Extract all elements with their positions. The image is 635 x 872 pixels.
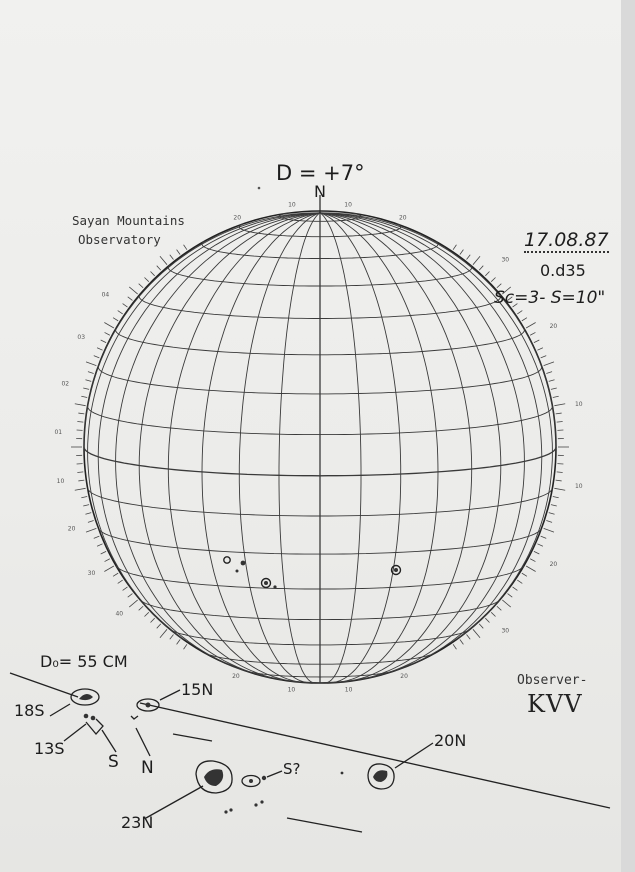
limb-tick bbox=[551, 505, 557, 506]
limb-scale-label-left: 20 bbox=[67, 525, 76, 533]
leader-line bbox=[146, 786, 203, 818]
limb-tick bbox=[118, 311, 123, 314]
longitude-line bbox=[320, 213, 552, 640]
limb-tick bbox=[78, 413, 84, 414]
limb-tick bbox=[479, 266, 483, 270]
guide-line bbox=[173, 734, 212, 741]
spot-13s bbox=[84, 714, 89, 719]
umbra-20n bbox=[373, 770, 387, 782]
limb-tick bbox=[517, 580, 522, 583]
grid-scale-label-top: 20 bbox=[233, 214, 242, 222]
sunspot bbox=[241, 561, 246, 566]
limb-tick bbox=[105, 332, 110, 335]
limb-tick bbox=[473, 256, 480, 264]
limb-tick bbox=[157, 624, 161, 628]
limb-tick bbox=[86, 362, 96, 366]
sunspot bbox=[264, 581, 268, 585]
limb-tick bbox=[128, 594, 133, 598]
limb-tick bbox=[77, 421, 83, 422]
limb-tick bbox=[526, 323, 536, 329]
observation-time: 0.d35 bbox=[540, 261, 586, 280]
limb-tick bbox=[128, 297, 133, 301]
leader-line bbox=[267, 771, 282, 777]
limb-scale-label-right: 30 bbox=[501, 256, 510, 264]
limb-tick bbox=[75, 404, 86, 406]
limb-tick bbox=[105, 559, 110, 562]
leader-line bbox=[64, 724, 86, 741]
limb-tick bbox=[467, 635, 471, 640]
sunspot bbox=[273, 585, 276, 588]
limb-scale-label-left: 01 bbox=[54, 428, 63, 436]
limb-tick bbox=[123, 587, 128, 591]
longitude-line bbox=[320, 213, 438, 682]
limb-scale-label-left: 30 bbox=[87, 570, 96, 578]
limb-tick bbox=[83, 388, 89, 389]
leader-line bbox=[160, 690, 180, 700]
limb-tick bbox=[546, 372, 552, 374]
limb-tick bbox=[557, 472, 563, 473]
leader-line bbox=[102, 730, 116, 752]
limb-tick bbox=[104, 323, 114, 329]
limb-tick bbox=[453, 644, 456, 649]
limb-tick bbox=[554, 404, 565, 406]
limb-tick bbox=[513, 587, 518, 591]
limb-scale-label-left: 03 bbox=[77, 334, 86, 342]
limb-scale-label-left: 02 bbox=[61, 380, 70, 388]
limb-tick bbox=[485, 618, 489, 622]
leader-line bbox=[136, 728, 150, 756]
limb-scale-label-right: 20 bbox=[549, 323, 558, 331]
limb-tick bbox=[170, 635, 174, 640]
group-outline-13s bbox=[86, 719, 103, 734]
guide-line bbox=[287, 818, 362, 832]
limb-tick bbox=[160, 629, 167, 637]
limb-tick bbox=[170, 255, 174, 260]
limb-tick bbox=[537, 348, 542, 350]
limb-tick bbox=[546, 521, 552, 523]
limb-tick bbox=[544, 528, 554, 532]
limb-tick bbox=[556, 480, 562, 481]
spot bbox=[262, 776, 266, 780]
polarity-label-s-query: S? bbox=[283, 760, 301, 778]
limb-scale-label-left: 40 bbox=[115, 610, 124, 618]
sunspot bbox=[394, 568, 398, 572]
limb-tick bbox=[184, 644, 187, 649]
limb-tick bbox=[85, 380, 91, 382]
group-label-20n: 20N bbox=[434, 731, 467, 750]
observer-label: Observer- bbox=[517, 673, 588, 688]
solar-disk bbox=[54, 195, 582, 693]
limb-tick bbox=[75, 488, 86, 490]
limb-tick bbox=[144, 612, 148, 616]
spot bbox=[260, 800, 263, 803]
grid-scale-label-top: 20 bbox=[398, 214, 407, 222]
seeing-conditions: Sc=3- S=10" bbox=[494, 288, 606, 308]
telescope-aperture: D₀= 55 CM bbox=[40, 652, 128, 671]
north-pole-label: N bbox=[314, 182, 326, 201]
limb-tick bbox=[177, 640, 181, 645]
limb-tick bbox=[453, 245, 456, 250]
limb-tick bbox=[101, 340, 106, 343]
limb-tick bbox=[88, 521, 94, 523]
limb-tick bbox=[160, 256, 167, 264]
leader-line bbox=[50, 704, 70, 716]
grid-scale-label-bottom: 10 bbox=[344, 686, 353, 694]
longitude-line bbox=[139, 213, 320, 680]
limb-tick bbox=[517, 311, 522, 314]
limb-tick bbox=[77, 472, 83, 473]
ink-speck bbox=[258, 187, 261, 190]
longitude-line bbox=[320, 213, 524, 681]
limb-tick bbox=[553, 496, 559, 497]
limb-tick bbox=[551, 388, 557, 389]
limb-tick bbox=[113, 318, 118, 321]
limb-tick bbox=[151, 618, 155, 622]
limb-tick bbox=[522, 318, 527, 321]
limb-tick bbox=[534, 551, 539, 554]
group-label-15n: 15N bbox=[181, 680, 214, 699]
limb-scale-label-left: 10 bbox=[56, 477, 65, 485]
limb-tick bbox=[473, 629, 480, 637]
guide-line bbox=[10, 673, 78, 697]
group-label-23n: 23N bbox=[121, 813, 154, 832]
limb-tick bbox=[86, 528, 96, 532]
limb-tick bbox=[497, 606, 501, 610]
spot-n-mark bbox=[131, 716, 138, 719]
limb-tick bbox=[549, 380, 555, 382]
limb-tick bbox=[83, 505, 89, 506]
group-label-18s: 18S bbox=[14, 701, 45, 720]
limb-tick bbox=[491, 612, 495, 616]
longitude-line bbox=[320, 213, 542, 671]
observatory-name-line1: Sayan Mountains bbox=[72, 213, 185, 228]
limb-scale-label-left: 04 bbox=[101, 291, 110, 299]
limb-tick bbox=[556, 413, 562, 414]
limb-scale-label-right: 10 bbox=[574, 483, 583, 490]
limb-tick bbox=[491, 278, 495, 282]
grid-scale-label-bottom: 10 bbox=[287, 686, 296, 694]
observer-initials: KVV bbox=[527, 690, 583, 718]
spot bbox=[229, 808, 232, 811]
limb-tick bbox=[151, 271, 155, 275]
longitude-line bbox=[116, 213, 320, 681]
limb-tick bbox=[549, 513, 555, 515]
sunspot-group-sketches bbox=[10, 673, 610, 832]
umbra-18s bbox=[79, 694, 93, 700]
limb-tick bbox=[553, 396, 559, 397]
limb-tick bbox=[544, 362, 554, 366]
limb-tick bbox=[534, 340, 539, 343]
grid-scale-label-bottom: 20 bbox=[400, 673, 408, 681]
longitude-line bbox=[88, 213, 320, 640]
longitude-line bbox=[98, 213, 320, 671]
observatory-name-line2: Observatory bbox=[78, 232, 161, 247]
limb-tick bbox=[460, 640, 464, 645]
declination-label: D = +7° bbox=[276, 161, 365, 185]
limb-tick bbox=[97, 544, 102, 546]
grid-scale-label-bottom: 20 bbox=[232, 673, 240, 681]
limb-tick bbox=[94, 356, 100, 358]
limb-tick bbox=[144, 278, 148, 282]
limb-tick bbox=[101, 551, 106, 554]
longitude-line bbox=[279, 213, 320, 683]
limb-tick bbox=[530, 332, 535, 335]
umbra-s bbox=[249, 779, 253, 783]
umbra-15n bbox=[146, 703, 151, 708]
limb-tick bbox=[157, 266, 161, 270]
limb-tick bbox=[184, 245, 187, 250]
limb-tick bbox=[485, 271, 489, 275]
grid-scale-label-top: 10 bbox=[344, 201, 352, 209]
limb-tick bbox=[177, 250, 181, 255]
limb-tick bbox=[541, 356, 547, 358]
limb-tick bbox=[522, 573, 527, 576]
limb-scale-label-right: 20 bbox=[549, 560, 558, 568]
limb-tick bbox=[537, 544, 542, 546]
limb-tick bbox=[479, 624, 483, 628]
limb-tick bbox=[554, 488, 565, 490]
group-label-13s: 13S bbox=[34, 739, 65, 758]
limb-tick bbox=[530, 559, 535, 562]
spot-13s bbox=[91, 716, 96, 721]
grid-scale-label-top: 10 bbox=[288, 201, 296, 209]
limb-tick bbox=[118, 580, 123, 583]
longitude-line bbox=[202, 213, 320, 682]
spot bbox=[224, 810, 227, 813]
polarity-label-n: N bbox=[141, 758, 154, 778]
limb-tick bbox=[139, 606, 143, 610]
limb-tick bbox=[460, 250, 464, 255]
limb-tick bbox=[81, 496, 87, 497]
limb-tick bbox=[97, 348, 102, 350]
limb-tick bbox=[129, 600, 137, 607]
sunspot bbox=[224, 557, 230, 563]
spot bbox=[341, 772, 344, 775]
limb-tick bbox=[78, 480, 84, 481]
sunspot bbox=[236, 570, 239, 573]
limb-tick bbox=[88, 372, 94, 374]
observation-date: 17.08.87 bbox=[524, 229, 609, 251]
limb-tick bbox=[139, 284, 143, 288]
limb-scale-label-right: 10 bbox=[574, 401, 583, 408]
limb-tick bbox=[526, 566, 536, 572]
limb-tick bbox=[104, 566, 114, 572]
limb-scale-label-right: 30 bbox=[501, 627, 510, 635]
polarity-label-s: S bbox=[108, 752, 119, 772]
sunspot-marks bbox=[224, 187, 401, 589]
limb-tick bbox=[467, 255, 471, 260]
limb-tick bbox=[85, 513, 91, 515]
limb-tick bbox=[113, 573, 118, 576]
limb-tick bbox=[129, 287, 137, 294]
spot bbox=[254, 803, 257, 806]
limb-tick bbox=[557, 421, 563, 422]
limb-tick bbox=[541, 536, 547, 538]
limb-tick bbox=[94, 536, 100, 538]
longitude-line bbox=[320, 213, 501, 680]
limb-tick bbox=[508, 594, 513, 598]
limb-tick bbox=[123, 304, 128, 308]
umbra-23n bbox=[204, 769, 223, 786]
limb-tick bbox=[502, 600, 510, 607]
longitude-line bbox=[320, 213, 361, 683]
limb-tick bbox=[81, 396, 87, 397]
